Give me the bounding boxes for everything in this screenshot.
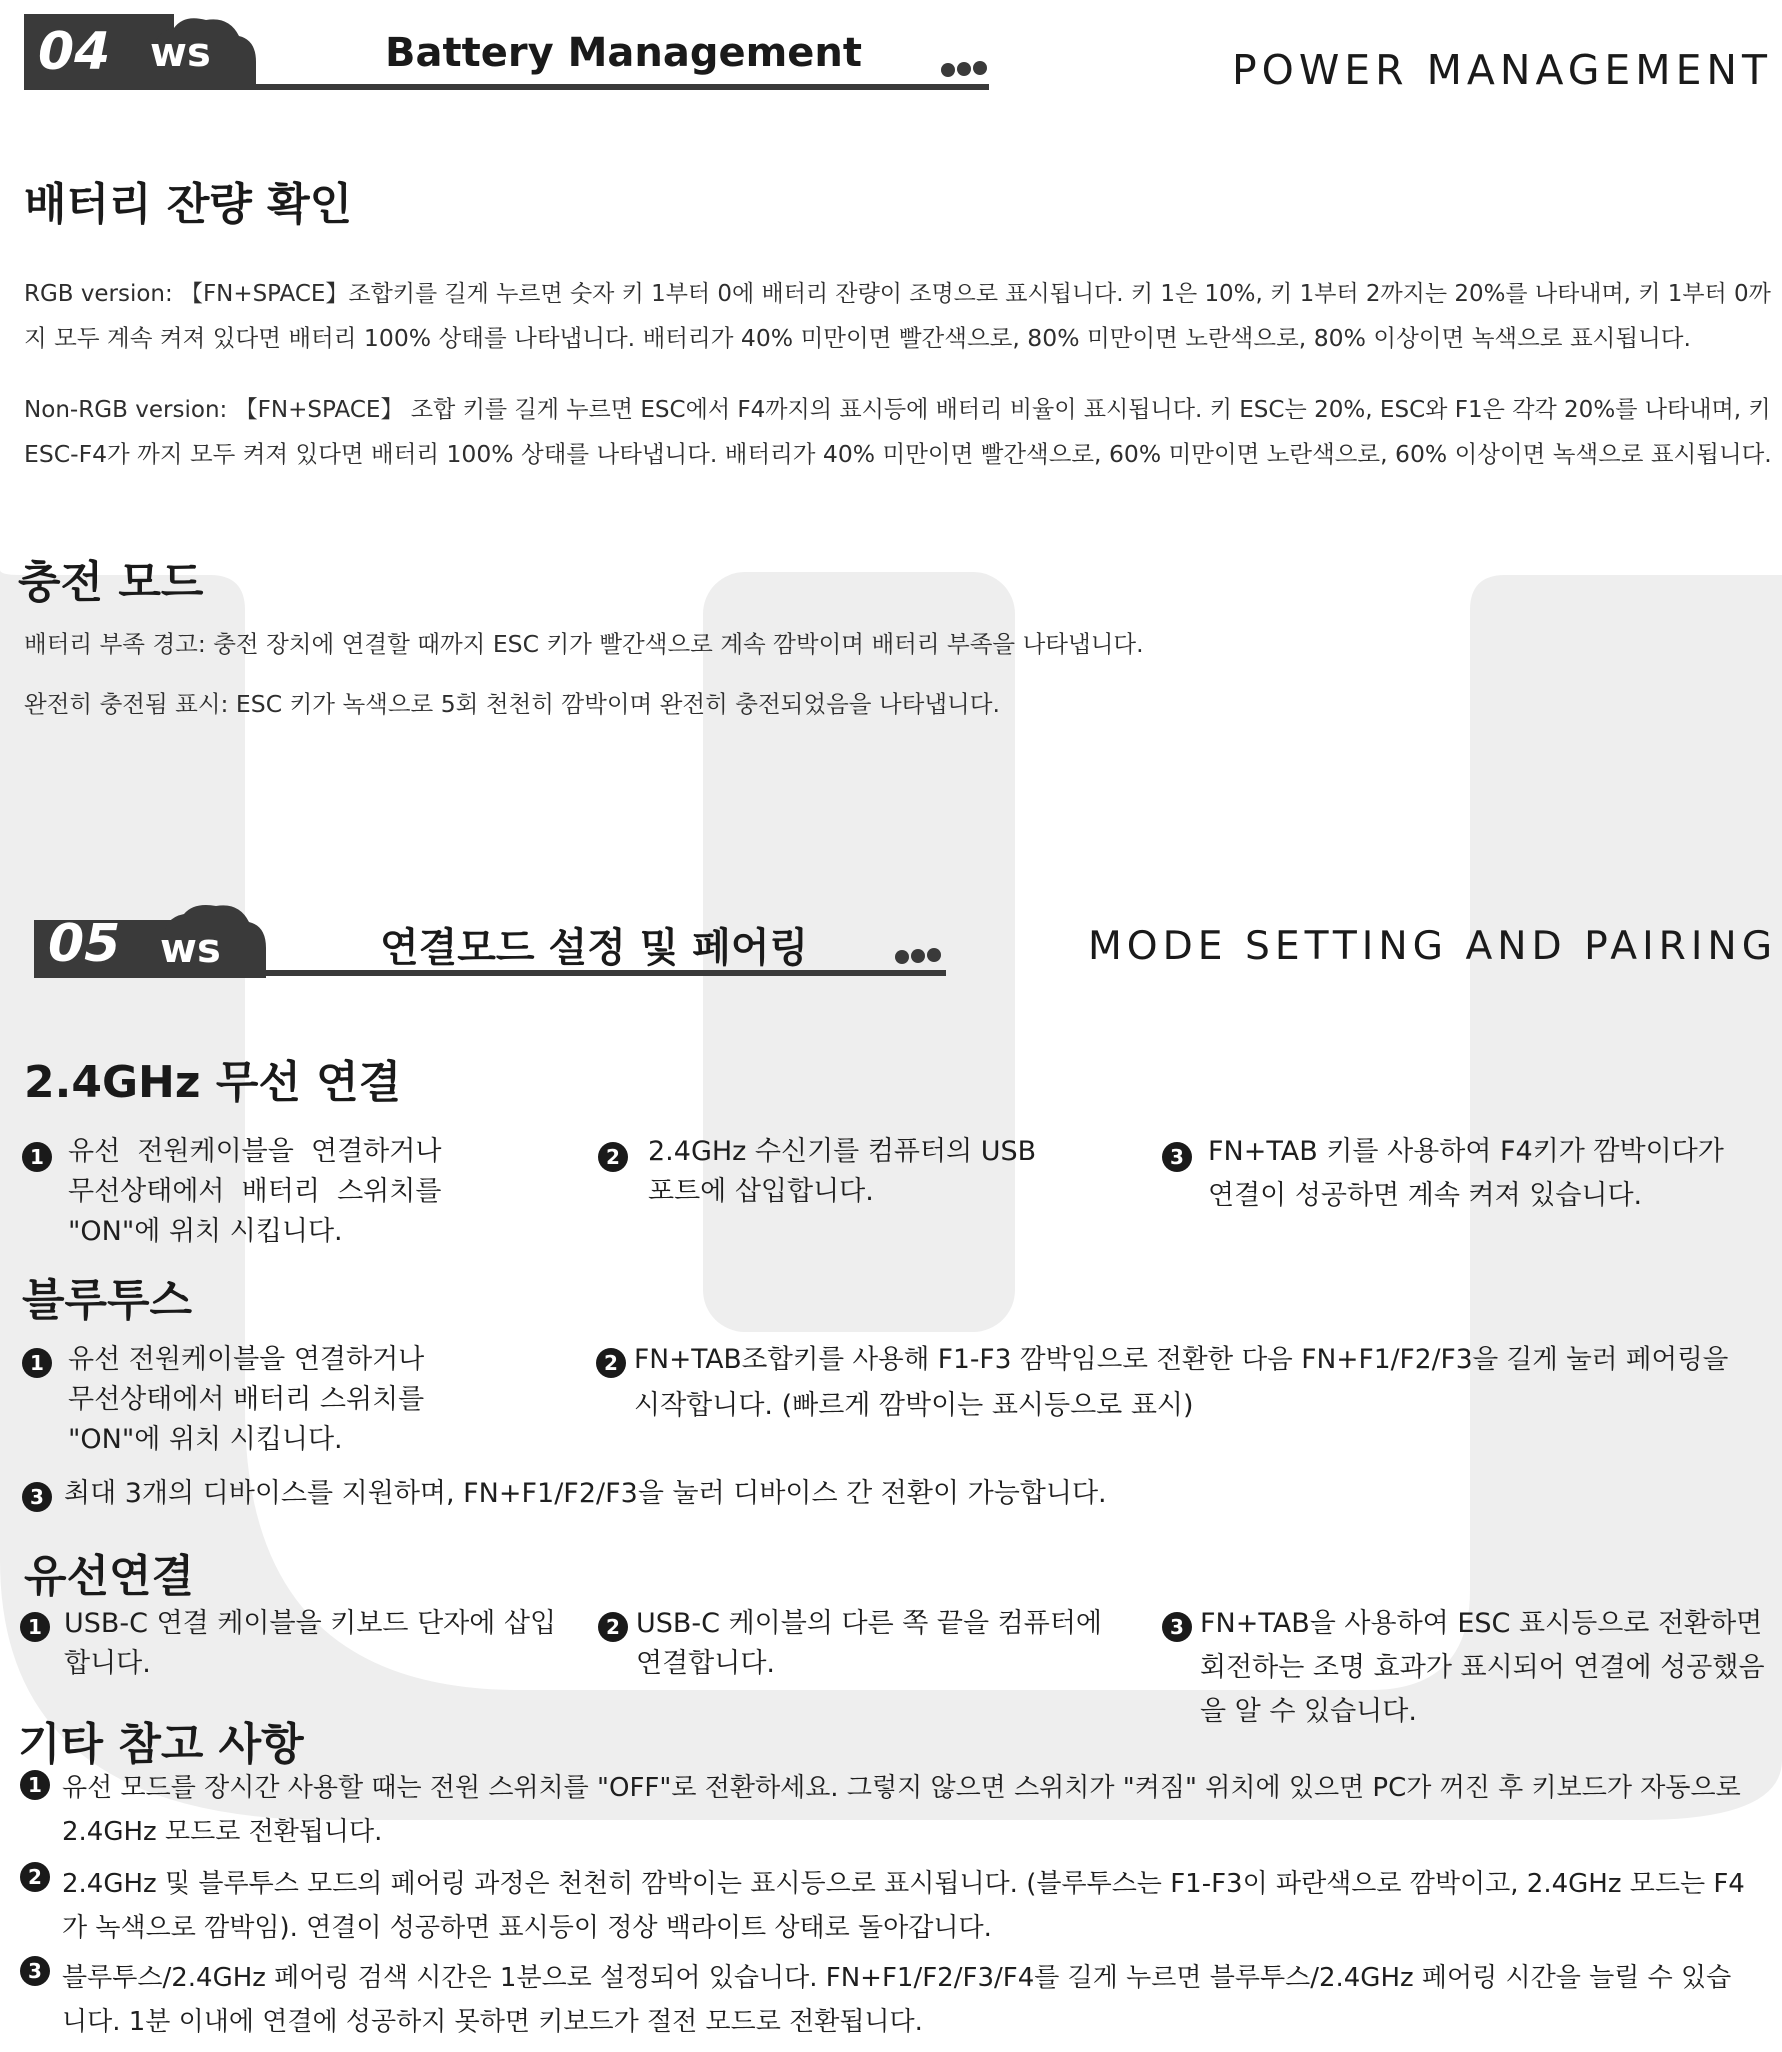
note-2-line-1: 2.4GHz 및 블루투스 모드의 페어링 과정은 천천히 깜박이는 표시등으로 표시됩니다. (블루투스는 F1-F3이 파란색으로 깜박이고, 2.4GHz 모드는 F4 [62,1869,1745,1899]
bluetooth-step-1-line-1: 유선 전원케이블을 연결하거나 [68,1344,425,1375]
bluetooth-step-1-line-3: "ON"에 위치 시킵니다. [68,1424,343,1455]
step-3-marker: 3 [1162,1142,1192,1172]
wired-heading: 유선연결 [24,1551,195,1602]
note-3-line-2: 니다. 1분 이내에 연결에 성공하지 못하면 키보드가 절전 모드로 전환됩니다. [62,2007,923,2037]
notes-heading: 기타 참고 사항 [18,1719,304,1770]
wired-step-1-line-2: 합니다. [64,1648,151,1679]
note-1-line-1: 유선 모드를 장시간 사용할 때는 전원 스위치를 "OFF"로 전환하세요. 그렇지 않으면 스위치가 "켜짐" 위치에 있으면 PC가 꺼진 후 키보드가 자동으로 [62,1773,1741,1803]
wireless-24ghz-heading: 2.4GHz 무선 연결 [24,1057,402,1108]
note-1-line-2: 2.4GHz 모드로 전환됩니다. [62,1817,383,1847]
step-2-marker: 2 [598,1142,628,1172]
non-rgb-version-line-2: ESC-F4가 까지 모두 켜져 있다면 배터리 100% 상태를 나타냅니다. 배터리가 40% 미만이면 빨간색으로, 60% 미만이면 노란색으로, 60% 이상이면 녹색으로 표시됩니다. [24,440,1772,468]
step-1-marker: 1 [20,1770,50,1800]
section-04-logo: ws [150,30,211,76]
step-3-marker: 3 [22,1482,52,1512]
step-1-marker: 1 [22,1348,52,1378]
bluetooth-step-3: 최대 3개의 디바이스를 지원하며, FN+F1/F2/F3을 눌러 디바이스 간 전환이 가능합니다. [64,1478,1107,1509]
fully-charged-indicator: 완전히 충전됨 표시: ESC 키가 녹색으로 5회 천천히 깜박이며 완전히 충전되었음을 나타냅니다. [24,690,1000,718]
battery-check-heading: 배터리 잔량 확인 [24,179,353,230]
section-05-logo: ws [160,926,221,972]
wireless-step-1-line-2: 무선상태에서 배터리 스위치를 [68,1176,442,1207]
wired-step-3-line-1: FN+TAB을 사용하여 ESC 표시등으로 전환하면 [1200,1608,1763,1639]
section-04-right-title: POWER MANAGEMENT [1232,46,1772,94]
wired-step-2-line-2: 연결합니다. [636,1648,775,1679]
section-04-title: Battery Management [385,30,863,76]
wired-step-3-line-2: 회전하는 조명 효과가 표시되어 연결에 성공했음 [1200,1652,1765,1683]
wired-step-2-line-1: USB-C 케이블의 다른 쪽 끝을 컴퓨터에 [636,1608,1102,1639]
step-1-marker: 1 [20,1612,50,1642]
charging-mode-heading: 충전 모드 [18,557,204,608]
note-3-line-1: 블루투스/2.4GHz 페어링 검색 시간은 1분으로 설정되어 있습니다. FN+F1/F2/F3/F4를 길게 누르면 블루투스/2.4GHz 페어링 시간을 늘릴 수 있습 [62,1963,1732,1993]
wireless-step-3-line-2: 연결이 성공하면 계속 켜져 있습니다. [1208,1180,1643,1211]
rgb-version-line-2: 지 모두 계속 켜져 있다면 배터리 100% 상태를 나타냅니다. 배터리가 40% 미만이면 빨간색으로, 80% 미만이면 노란색으로, 80% 이상이면 녹색으로 표시됩니다. [24,324,1691,352]
step-2-marker: 2 [598,1612,628,1642]
step-1-marker: 1 [22,1142,52,1172]
bluetooth-step-2-line-2: 시작합니다. (빠르게 깜박이는 표시등으로 표시) [634,1390,1194,1421]
low-battery-warning: 배터리 부족 경고: 충전 장치에 연결할 때까지 ESC 키가 빨간색으로 계속 깜박이며 배터리 부족을 나타냅니다. [24,630,1144,658]
wireless-step-1-line-1: 유선 전원케이블을 연결하거나 [68,1136,442,1167]
section-04-number: 04 [38,22,111,82]
wired-step-1-line-1: USB-C 연결 케이블을 키보드 단자에 삽입 [64,1608,557,1639]
wireless-step-1-line-3: "ON"에 위치 시킵니다. [68,1216,343,1247]
wireless-step-2-line-2: 포트에 삽입합니다. [648,1176,874,1207]
wired-step-3-line-3: 을 알 수 있습니다. [1200,1696,1417,1727]
section-05-title: 연결모드 설정 및 페어링 [380,925,809,971]
step-3-marker: 3 [20,1956,50,1986]
wireless-step-3-line-1: FN+TAB 키를 사용하여 F4키가 깜박이다가 [1208,1136,1724,1167]
rgb-version-line-1: RGB version: 【FN+SPACE】조합키를 길게 누르면 숫자 키 1부터 0에 배터리 잔량이 조명으로 표시됩니다. 키 1은 10%, 키 1부터 2까지는 20%를 나타내며, 키 1부터 0까 [24,281,1771,307]
section-05-right-title: MODE SETTING AND PAIRING [1088,924,1778,969]
bluetooth-step-1-line-2: 무선상태에서 배터리 스위치를 [68,1384,425,1415]
bluetooth-step-2-line-1: FN+TAB조합키를 사용해 F1-F3 깜박임으로 전환한 다음 FN+F1/F2/F3을 길게 눌러 페어링을 [634,1344,1729,1375]
note-2-line-2: 가 녹색으로 깜박임). 연결이 성공하면 표시등이 정상 백라이트 상태로 돌아갑니다. [62,1913,992,1943]
wireless-step-2-line-1: 2.4GHz 수신기를 컴퓨터의 USB [648,1136,1037,1167]
bluetooth-heading: 블루투스 [22,1275,193,1326]
step-2-marker: 2 [596,1348,626,1378]
step-2-marker: 2 [20,1862,50,1892]
section-05-number: 05 [48,914,121,974]
non-rgb-version-line-1: Non-RGB version: 【FN+SPACE】 조합 키를 길게 누르면 ESC에서 F4까지의 표시등에 배터리 비율이 표시됩니다. 키 ESC는 20%, ESC와 F1은 각각 20%를 나타내며, 키 [24,397,1771,423]
step-3-marker: 3 [1162,1612,1192,1642]
